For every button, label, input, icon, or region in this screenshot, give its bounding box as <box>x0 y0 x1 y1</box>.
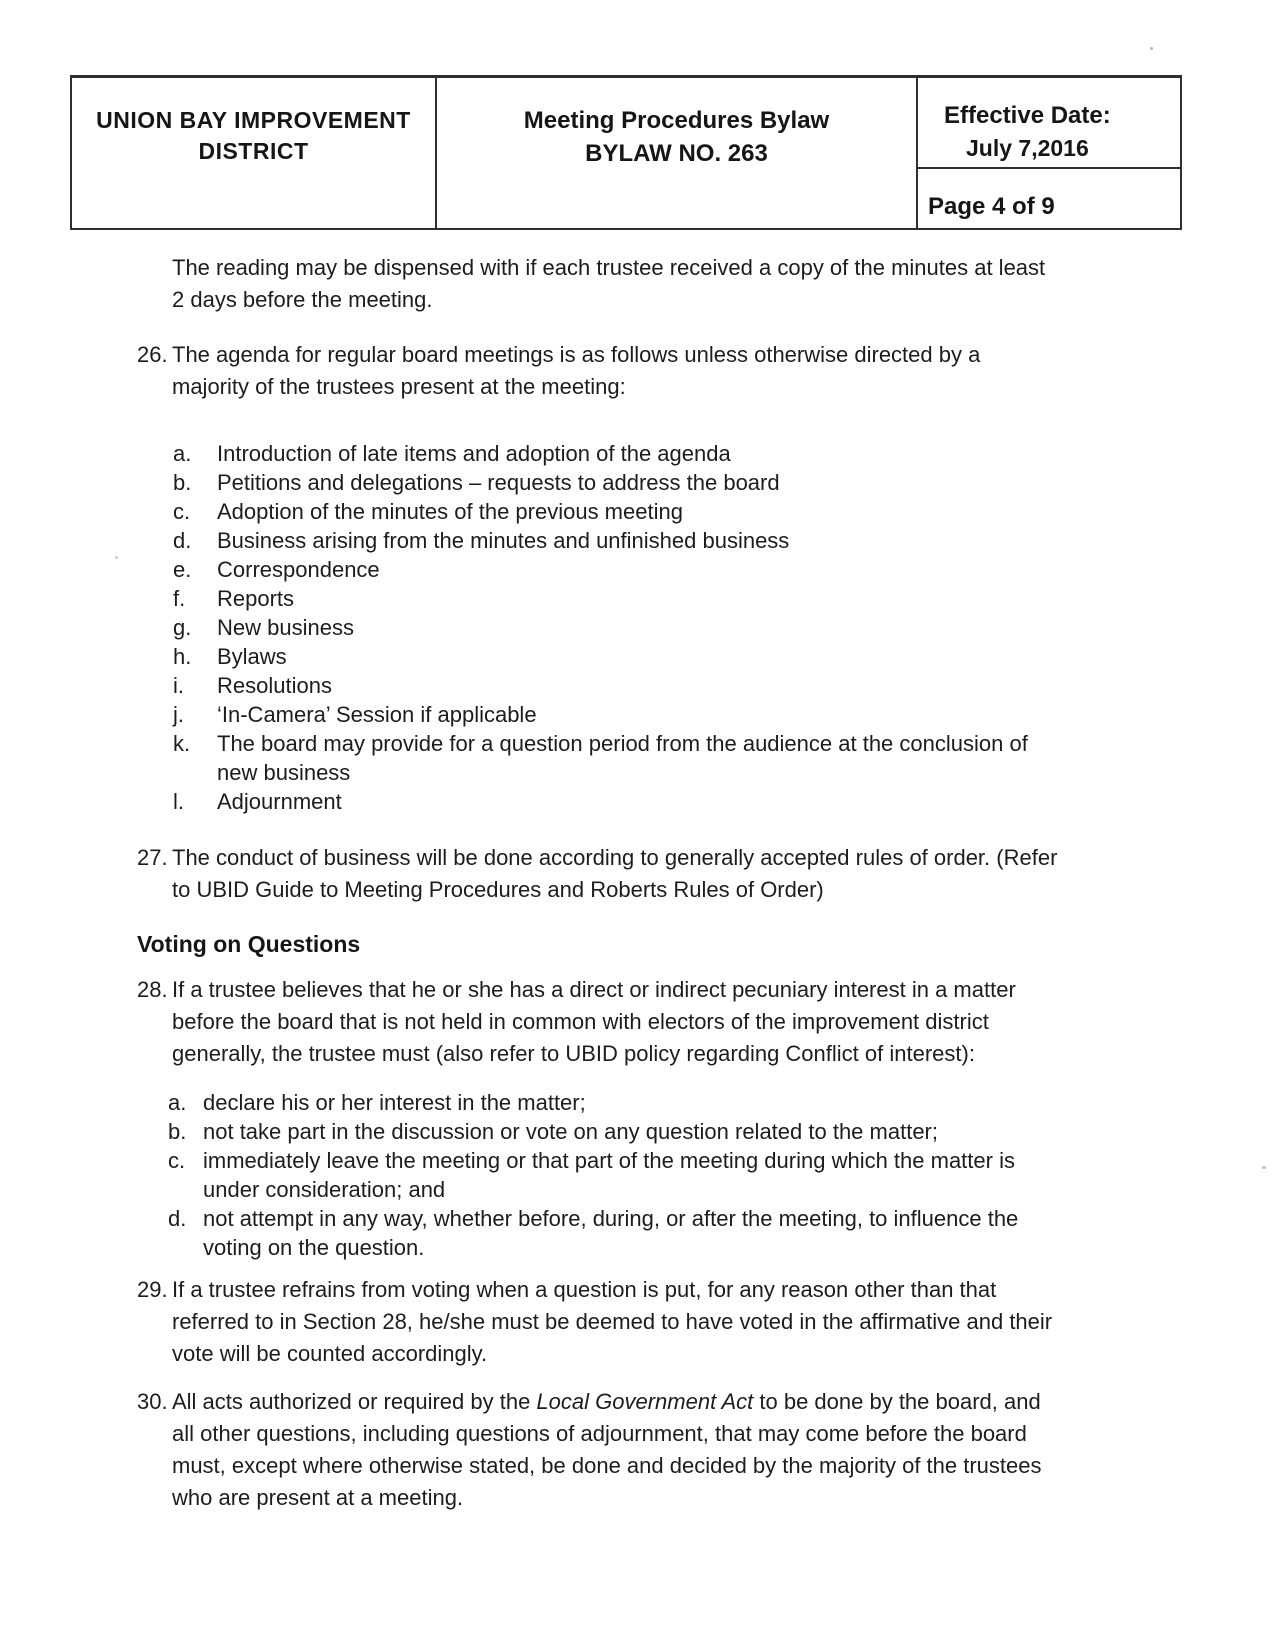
numbered-item-28 <box>137 974 1062 1070</box>
agenda-list-item <box>173 787 1062 816</box>
list-letter: l. <box>173 789 184 814</box>
document-header-table <box>70 75 1182 230</box>
list-letter: a. <box>168 1090 187 1115</box>
agenda-list-item <box>173 526 1062 555</box>
list-letter: d. <box>168 1206 187 1231</box>
list-letter: f. <box>173 586 186 611</box>
list-text: declare his or her interest in the matter; <box>203 1090 586 1115</box>
conflict-list-item <box>168 1146 1062 1204</box>
list-text: ‘In-Camera’ Session if applicable <box>217 702 537 727</box>
document-body <box>137 252 1062 1514</box>
agenda-list <box>173 439 1062 816</box>
list-letter: h. <box>173 644 192 669</box>
list-letter: k. <box>173 731 191 756</box>
list-text: The board may provide for a question period from the audience at the conclusion of new business <box>217 731 1028 785</box>
agenda-list-item <box>173 700 1062 729</box>
list-letter: c. <box>173 499 191 524</box>
list-text: New business <box>217 615 354 640</box>
scan-speck <box>1150 47 1153 50</box>
list-letter: d. <box>173 528 192 553</box>
list-text: Introduction of late items and adoption of the agenda <box>217 441 731 466</box>
list-letter: b. <box>168 1119 187 1144</box>
agenda-list-item <box>173 497 1062 526</box>
list-text: Correspondence <box>217 557 380 582</box>
org-name-cell <box>72 78 437 228</box>
agenda-list-item <box>173 642 1062 671</box>
numbered-item-26 <box>137 339 1062 403</box>
scan-speck <box>1262 1166 1266 1169</box>
list-letter: c. <box>168 1148 186 1173</box>
list-text: not take part in the discussion or vote on any question related to the matter; <box>203 1119 938 1144</box>
document-title: Meeting Procedures Bylaw <box>523 107 830 134</box>
item-number: 27. <box>137 845 168 870</box>
bylaw-number: BYLAW NO. 263 <box>585 140 768 167</box>
item-text-after-italic: to be done by the board, and all other questions, including questions of adjournment, that may come before the board must, except where otherwise stated, be done and decided by the majority of the trustees who are present at a meeting. <box>172 1389 1042 1510</box>
effective-date-cell <box>918 78 1180 169</box>
section-heading-voting: Voting on Questions <box>137 931 361 957</box>
statute-name-italic: Local Government Act <box>536 1389 754 1414</box>
conflict-list-item <box>168 1117 1062 1146</box>
list-letter: a. <box>173 441 192 466</box>
agenda-list-item <box>173 468 1062 497</box>
list-text: Reports <box>217 586 295 611</box>
intro-paragraph: The reading may be dispensed with if each trustee received a copy of the minutes at least 2 days before the meeting. <box>172 255 1046 312</box>
list-text: Resolutions <box>217 673 332 698</box>
list-text: Bylaws <box>217 644 287 669</box>
list-text: immediately leave the meeting or that part of the meeting during which the matter is under consideration; and <box>203 1148 1015 1202</box>
item-text <box>172 1386 1062 1514</box>
item-number: 29. <box>137 1277 168 1302</box>
item-number: 30. <box>137 1389 168 1414</box>
conflict-list-item <box>168 1204 1062 1262</box>
agenda-list-item <box>173 613 1062 642</box>
item-text: The agenda for regular board meetings is as follows unless otherwise directed by a majority of the trustees present at the meeting: <box>172 342 981 399</box>
list-text: Adoption of the minutes of the previous meeting <box>217 499 683 524</box>
conflict-of-interest-list <box>168 1088 1062 1262</box>
agenda-list-item <box>173 671 1062 700</box>
list-letter: e. <box>173 557 192 582</box>
list-letter: j. <box>173 702 184 727</box>
scan-speck <box>115 556 118 559</box>
item-text-before-italic: All acts authorized or required by the <box>172 1389 537 1414</box>
doc-title-cell <box>437 78 918 228</box>
item-number: 28. <box>137 977 168 1002</box>
item-text: If a trustee believes that he or she has a direct or indirect pecuniary interest in a matter before the board that is not held in common with electors of the improvement district generally, the trustee must (also refer to UBID policy regarding Conflict of interest): <box>172 977 1016 1066</box>
list-text: not attempt in any way, whether before, during, or after the meeting, to influence the voting on the question. <box>203 1206 1019 1260</box>
conflict-list-item <box>168 1088 1062 1117</box>
agenda-list-item <box>173 584 1062 613</box>
agenda-list-item <box>173 729 1062 787</box>
page-indicator: Page 4 of 9 <box>928 193 1055 220</box>
item-number: 26. <box>137 342 168 367</box>
list-letter: g. <box>173 615 192 640</box>
list-letter: b. <box>173 470 192 495</box>
org-name: UNION BAY IMPROVEMENT DISTRICT <box>96 107 411 164</box>
header-right-column <box>918 78 1180 228</box>
numbered-item-30 <box>137 1386 1062 1514</box>
agenda-list-item <box>173 555 1062 584</box>
numbered-item-29 <box>137 1274 1062 1370</box>
effective-date-value: July 7,2016 <box>966 135 1089 161</box>
effective-date-label: Effective Date: <box>944 102 1111 129</box>
item-text: If a trustee refrains from voting when a question is put, for any reason other than that referred to in Section 28, he/she must be deemed to have voted in the affirmative and their vote will be counted accordingly. <box>172 1277 1053 1366</box>
list-text: Adjournment <box>217 789 342 814</box>
numbered-item-27 <box>137 842 1062 906</box>
agenda-list-item <box>173 439 1062 468</box>
list-text: Petitions and delegations – requests to address the board <box>217 470 780 495</box>
page-number-cell <box>918 169 1180 228</box>
list-text: Business arising from the minutes and unfinished business <box>217 528 790 553</box>
item-text: The conduct of business will be done according to generally accepted rules of order. (Refer to UBID Guide to Meeting Procedures and Roberts Rules of Order) <box>172 845 1058 902</box>
list-letter: i. <box>173 673 184 698</box>
